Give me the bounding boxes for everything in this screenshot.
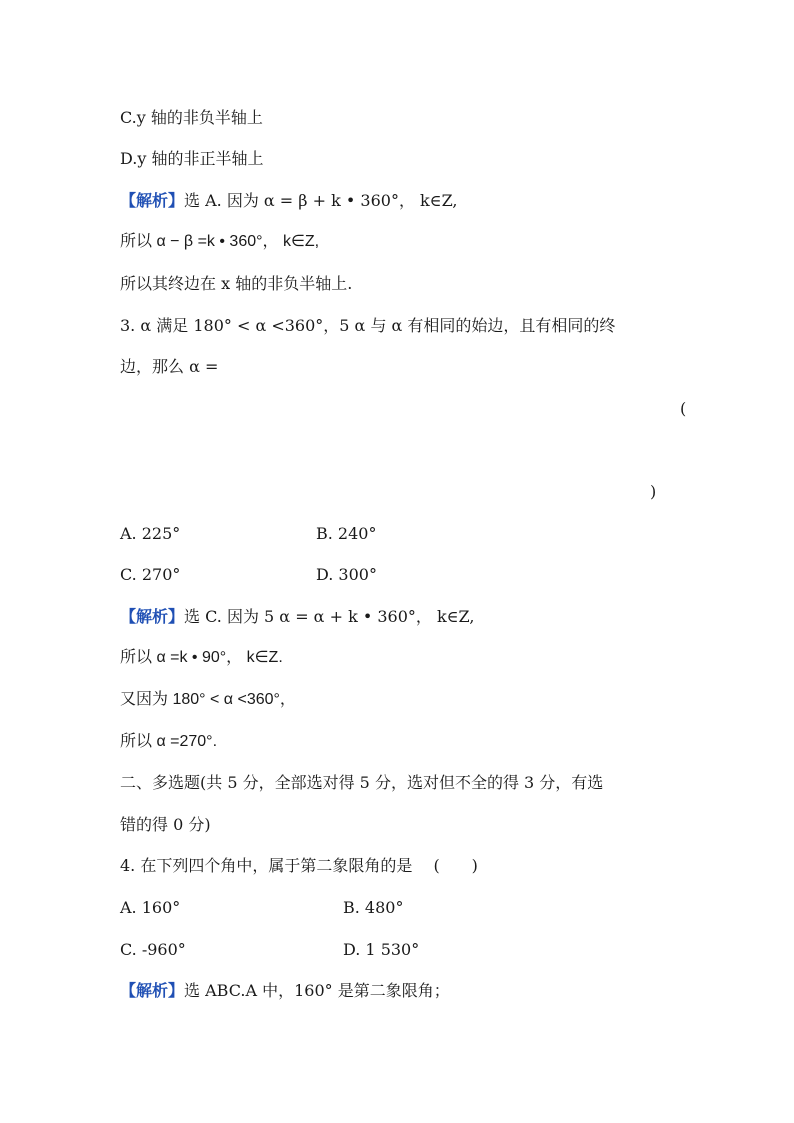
solution-tag: 【解析】 <box>120 607 185 626</box>
solution-line: 所以 α =270°. <box>120 733 218 750</box>
solution-line <box>120 606 474 628</box>
option-d: D. 300° <box>316 565 377 584</box>
option-c: C. 270° <box>120 565 181 584</box>
solution-tag: 【解析】 <box>120 981 185 1000</box>
option-d-text: D.y 轴的非正半轴上 <box>120 149 264 168</box>
solution-text: 选 ABC.A 中，160° 是第二象限角； <box>184 981 450 1000</box>
option-a: A. 160° <box>120 898 181 917</box>
answer-paren-open: ( <box>680 399 687 418</box>
answer-paren-close: ) <box>650 482 657 501</box>
option-c: C. -960° <box>120 940 186 959</box>
section-heading: 二、多选题(共 5 分，全部选对得 5 分，选对但不全的得 3 分，有选 <box>120 773 604 792</box>
option-b: B. 480° <box>343 898 404 917</box>
solution-line: 又因为 180° < α <360°， <box>120 691 296 708</box>
solution-text: 选 A. 因为 α = β + k • 360°， k∈Z, <box>184 191 458 210</box>
solution-line: 所以其终边在 x 轴的非负半轴上. <box>120 274 353 293</box>
solution-line: 所以 α =k • 90°， k∈Z. <box>120 649 283 666</box>
option-c-text: C.y 轴的非负半轴上 <box>120 108 263 127</box>
section-heading-cont: 错的得 0 分) <box>120 815 211 834</box>
solution-line <box>120 190 458 212</box>
option-d: D. 1 530° <box>343 940 420 959</box>
solution-text: 选 C. 因为 5 α = α + k • 360°， k∈Z, <box>184 607 475 626</box>
solution-line <box>120 980 450 1002</box>
solution-tag: 【解析】 <box>120 191 185 210</box>
question-4-text: 4. 在下列四个角中，属于第二象限角的是 ( ) <box>120 856 478 875</box>
question-3-text-cont: 边，那么 α = <box>120 357 219 376</box>
option-a: A. 225° <box>120 524 181 543</box>
option-b: B. 240° <box>316 524 377 543</box>
question-3-text: 3. α 满足 180° < α <360°，5 α 与 α 有相同的始边，且有相同的终 <box>120 316 616 335</box>
solution-line: 所以 α − β =k • 360°， k∈Z, <box>120 233 320 250</box>
